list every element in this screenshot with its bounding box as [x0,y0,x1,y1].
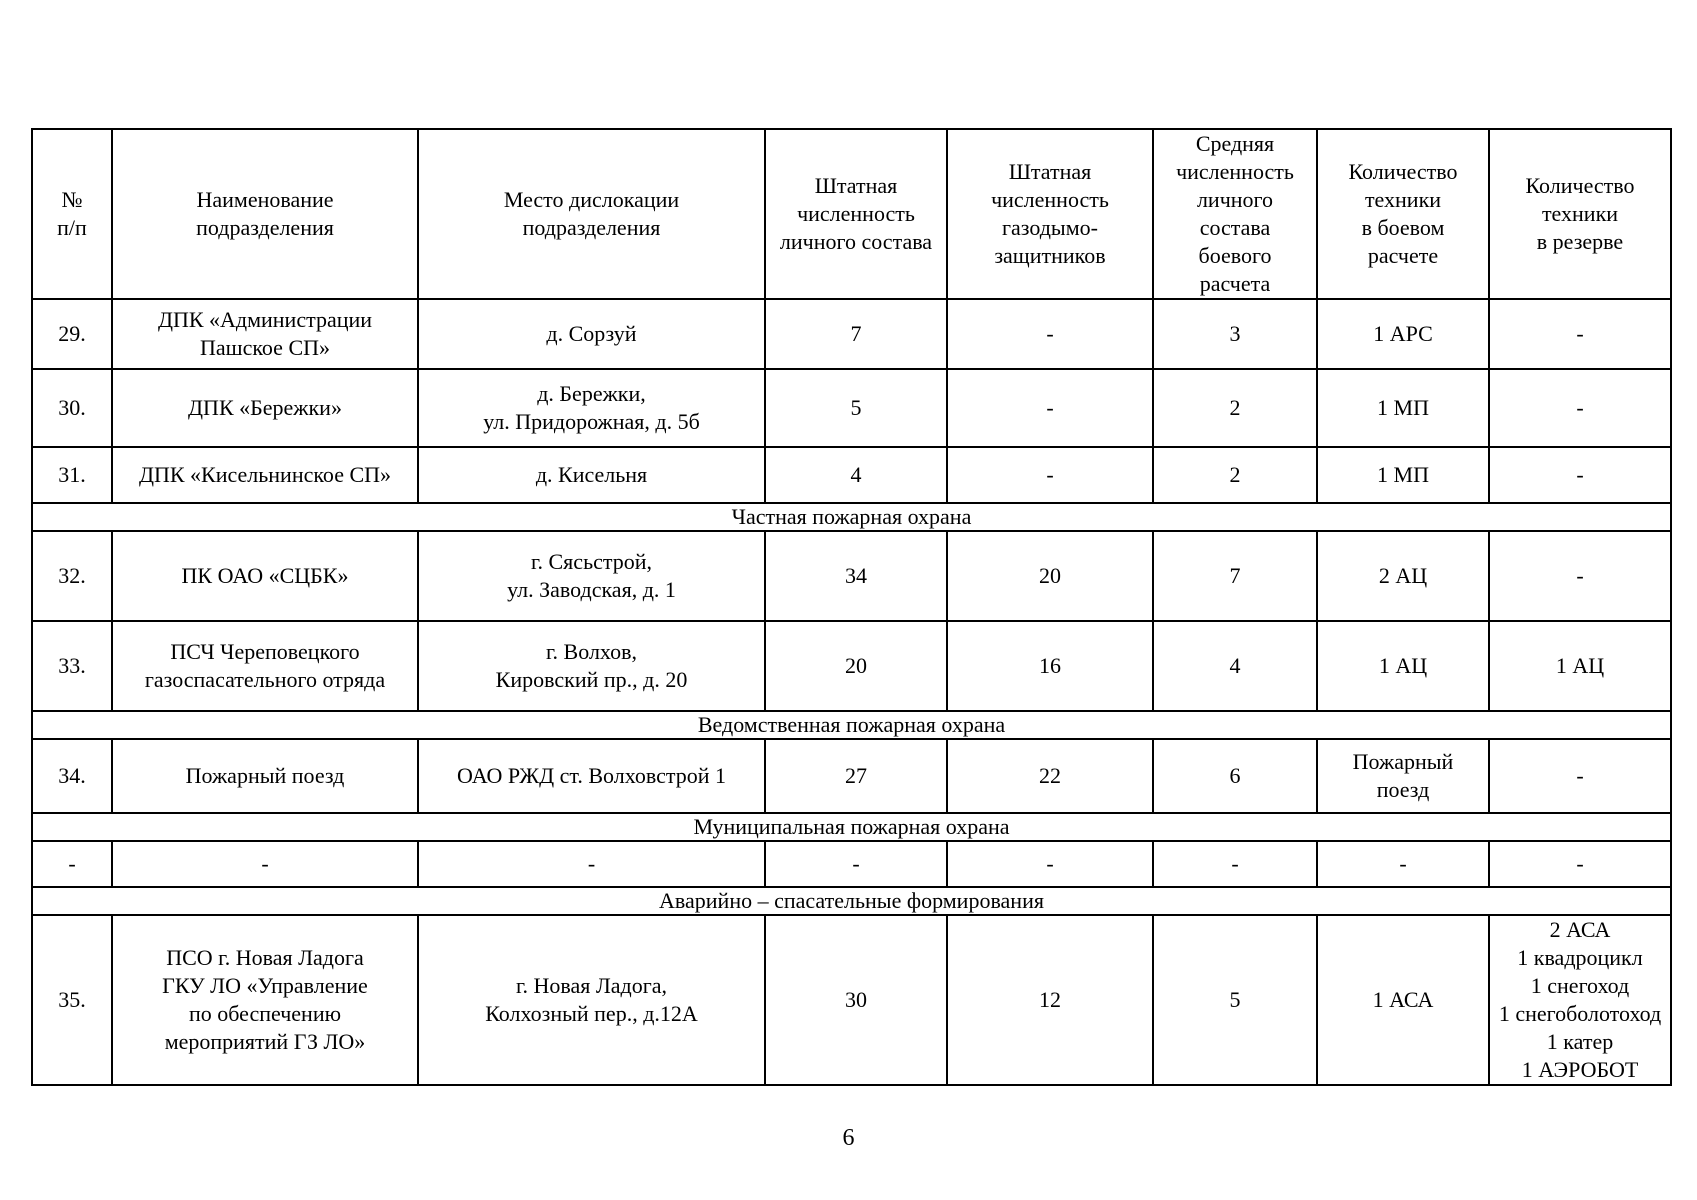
cell-num: 35. [32,915,112,1085]
cell-num: - [32,841,112,887]
header-staff: Штатная численность личного состава [765,129,947,299]
cell-num: 29. [32,299,112,369]
cell-location: д. Кисельня [418,447,765,503]
cell-equip-reserve: - [1489,841,1671,887]
table-row [32,447,1671,503]
section-row-departmental [32,711,1671,739]
cell-equip-active: 1 АСА [1317,915,1489,1085]
cell-equip-reserve: - [1489,447,1671,503]
table-row [32,531,1671,621]
fire-units-table [31,128,1672,1086]
cell-avg: 2 [1153,447,1317,503]
cell-location: - [418,841,765,887]
cell-location: г. Новая Ладога, Колхозный пер., д.12А [418,915,765,1085]
cell-location: ОАО РЖД ст. Волховстрой 1 [418,739,765,813]
cell-staff: - [765,841,947,887]
cell-location: д. Бережки, ул. Придорожная, д. 5б [418,369,765,447]
cell-name: Пожарный поезд [112,739,418,813]
section-row-private [32,503,1671,531]
table-row [32,739,1671,813]
cell-location: д. Сорзуй [418,299,765,369]
cell-name: ПК ОАО «СЦБК» [112,531,418,621]
cell-avg: 4 [1153,621,1317,711]
cell-staff: 34 [765,531,947,621]
cell-gas: 22 [947,739,1153,813]
cell-equip-active: 1 АЦ [1317,621,1489,711]
section-row-rescue [32,887,1671,915]
cell-staff: 4 [765,447,947,503]
cell-gas: - [947,299,1153,369]
cell-staff: 7 [765,299,947,369]
cell-equip-active: 1 АРС [1317,299,1489,369]
cell-equip-reserve: 2 АСА 1 квадроцикл 1 снегоход 1 снегоболотоход 1 катер 1 АЭРОБОТ [1489,915,1671,1085]
cell-equip-active: - [1317,841,1489,887]
header-name: Наименование подразделения [112,129,418,299]
table-row [32,841,1671,887]
cell-num: 34. [32,739,112,813]
table-row [32,369,1671,447]
cell-gas: 20 [947,531,1153,621]
header-location: Место дислокации подразделения [418,129,765,299]
cell-num: 31. [32,447,112,503]
cell-equip-reserve: - [1489,531,1671,621]
table-row [32,915,1671,1085]
cell-avg: 2 [1153,369,1317,447]
cell-equip-reserve: 1 АЦ [1489,621,1671,711]
cell-name: ДПК «Администрации Пашское СП» [112,299,418,369]
table-header-row [32,129,1671,299]
cell-avg: 3 [1153,299,1317,369]
section-title: Частная пожарная охрана [32,503,1671,531]
header-equipment-reserve: Количество техники в резерве [1489,129,1671,299]
cell-num: 30. [32,369,112,447]
header-avg-crew: Средняя численность личного состава боевого расчета [1153,129,1317,299]
cell-staff: 30 [765,915,947,1085]
cell-gas: 16 [947,621,1153,711]
cell-avg: 5 [1153,915,1317,1085]
cell-avg: - [1153,841,1317,887]
cell-gas: - [947,841,1153,887]
page-number: 6 [842,1125,855,1151]
cell-avg: 7 [1153,531,1317,621]
table-row [32,621,1671,711]
cell-staff: 5 [765,369,947,447]
cell-name: ДПК «Кисельнинское СП» [112,447,418,503]
cell-equip-active: 2 АЦ [1317,531,1489,621]
section-title: Ведомственная пожарная охрана [32,711,1671,739]
cell-equip-active: 1 МП [1317,447,1489,503]
cell-name: ДПК «Бережки» [112,369,418,447]
cell-gas: 12 [947,915,1153,1085]
cell-location: г. Волхов, Кировский пр., д. 20 [418,621,765,711]
cell-equip-active: Пожарный поезд [1317,739,1489,813]
section-title: Муниципальная пожарная охрана [32,813,1671,841]
cell-equip-active: 1 МП [1317,369,1489,447]
header-equipment-active: Количество техники в боевом расчете [1317,129,1489,299]
cell-name: ПСО г. Новая Ладога ГКУ ЛО «Управление по обеспечению мероприятий ГЗ ЛО» [112,915,418,1085]
cell-avg: 6 [1153,739,1317,813]
cell-name: ПСЧ Череповецкого газоспасательного отряда [112,621,418,711]
header-num: № п/п [32,129,112,299]
cell-equip-reserve: - [1489,739,1671,813]
cell-name: - [112,841,418,887]
cell-num: 32. [32,531,112,621]
cell-equip-reserve: - [1489,299,1671,369]
section-row-municipal [32,813,1671,841]
section-title: Аварийно – спасательные формирования [32,887,1671,915]
cell-gas: - [947,447,1153,503]
cell-location: г. Сясьстрой, ул. Заводская, д. 1 [418,531,765,621]
cell-staff: 27 [765,739,947,813]
table-row [32,299,1671,369]
header-gas-protectors: Штатная численность газодымо- защитников [947,129,1153,299]
cell-staff: 20 [765,621,947,711]
cell-gas: - [947,369,1153,447]
cell-equip-reserve: - [1489,369,1671,447]
cell-num: 33. [32,621,112,711]
